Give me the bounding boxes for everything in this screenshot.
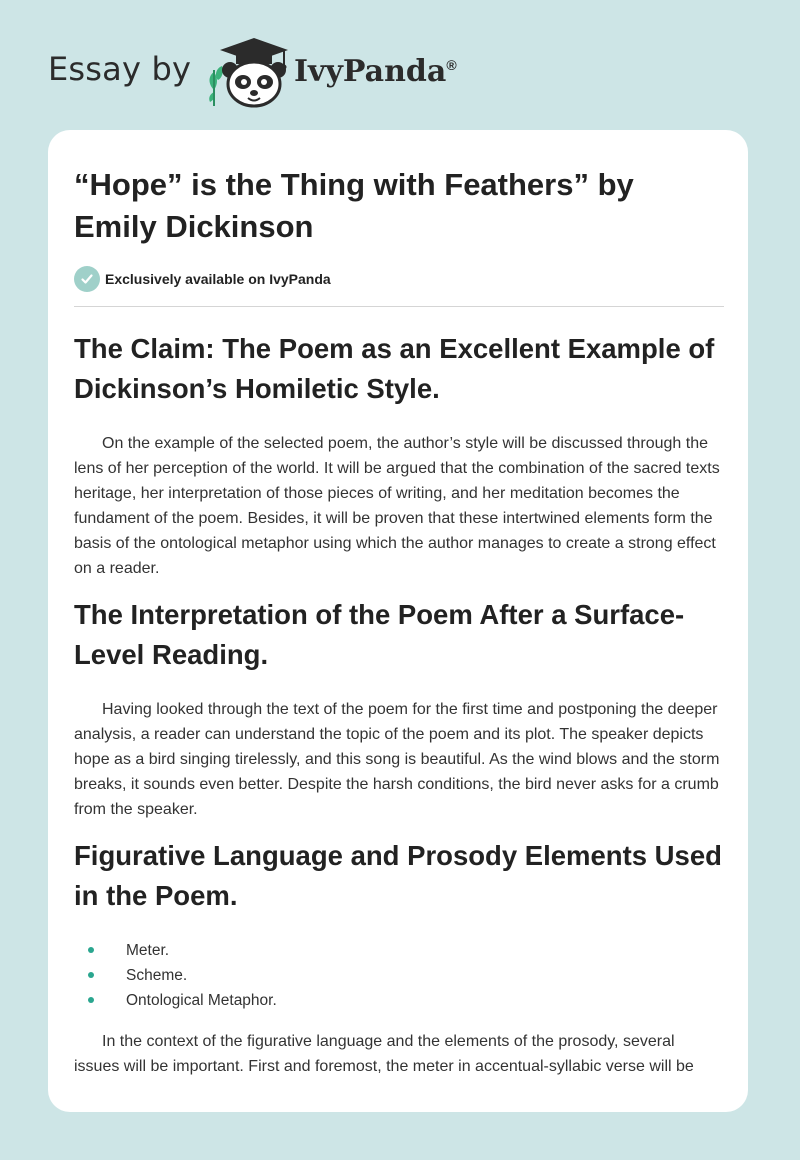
article-content xyxy=(74,164,724,1079)
bullet-dot xyxy=(88,947,94,953)
section-heading-figurative: Figurative Language and Prosody Elements Used in the Poem. xyxy=(74,840,722,911)
essay-by-label: Essay by xyxy=(48,50,192,88)
section-paragraph-figurative: In the context of the figurative language and the elements of the prosody, several issues will be important. First and foremost, the meter in accentual-syllabic verse will be xyxy=(74,1033,694,1075)
article-card xyxy=(48,130,748,1112)
figurative-elements-list xyxy=(74,938,724,1013)
registered-mark: ® xyxy=(446,57,457,73)
exclusive-badge xyxy=(74,264,724,294)
list-item-text: Meter. xyxy=(126,942,170,959)
list-item-text: Ontological Metaphor. xyxy=(126,992,277,1009)
list-item xyxy=(74,988,724,1013)
leaf-icon xyxy=(209,66,223,106)
list-item xyxy=(74,938,724,963)
site-header xyxy=(0,0,800,120)
brand-name-text: IvyPanda xyxy=(294,54,447,89)
check-circle-icon xyxy=(74,266,100,292)
title-divider xyxy=(74,306,724,307)
list-item xyxy=(74,963,724,988)
article-title: “Hope” is the Thing with Feathers” by Emily Dickinson xyxy=(74,167,634,244)
section-heading-interpretation: The Interpretation of the Poem After a Surface-Level Reading. xyxy=(74,599,685,670)
brand-name[interactable] xyxy=(294,54,457,89)
bullet-dot xyxy=(88,997,94,1003)
section-heading-claim: The Claim: The Poem as an Excellent Example of Dickinson’s Homiletic Style. xyxy=(74,333,715,404)
section-paragraph-claim: On the example of the selected poem, the author’s style will be discussed through the lens of her perception of the world. It will be argued that the combination of the sacred texts heritage, her interpretation of those pieces of writing, and her meditation becomes the fundament of the poem. Besides, it will be proven that these intertwined elements form the basis of the ontological metaphor using which the author manages to create a strong effect on a reader. xyxy=(74,435,720,577)
list-item-text: Scheme. xyxy=(126,967,188,984)
panda-graduate-logo-icon[interactable] xyxy=(200,36,292,108)
exclusive-badge-text: Exclusively available on IvyPanda xyxy=(105,271,331,287)
section-paragraph-interpretation: Having looked through the text of the poem for the first time and postponing the deeper analysis, a reader can understand the topic of the poem and its plot. The speaker depicts hope as a bird singing tirelessly, and this song is beautiful. As the wind blows and the storm breaks, it sounds even better. Despite the harsh conditions, the bird never asks for a crumb from the speaker. xyxy=(74,701,720,818)
bullet-dot xyxy=(88,972,94,978)
